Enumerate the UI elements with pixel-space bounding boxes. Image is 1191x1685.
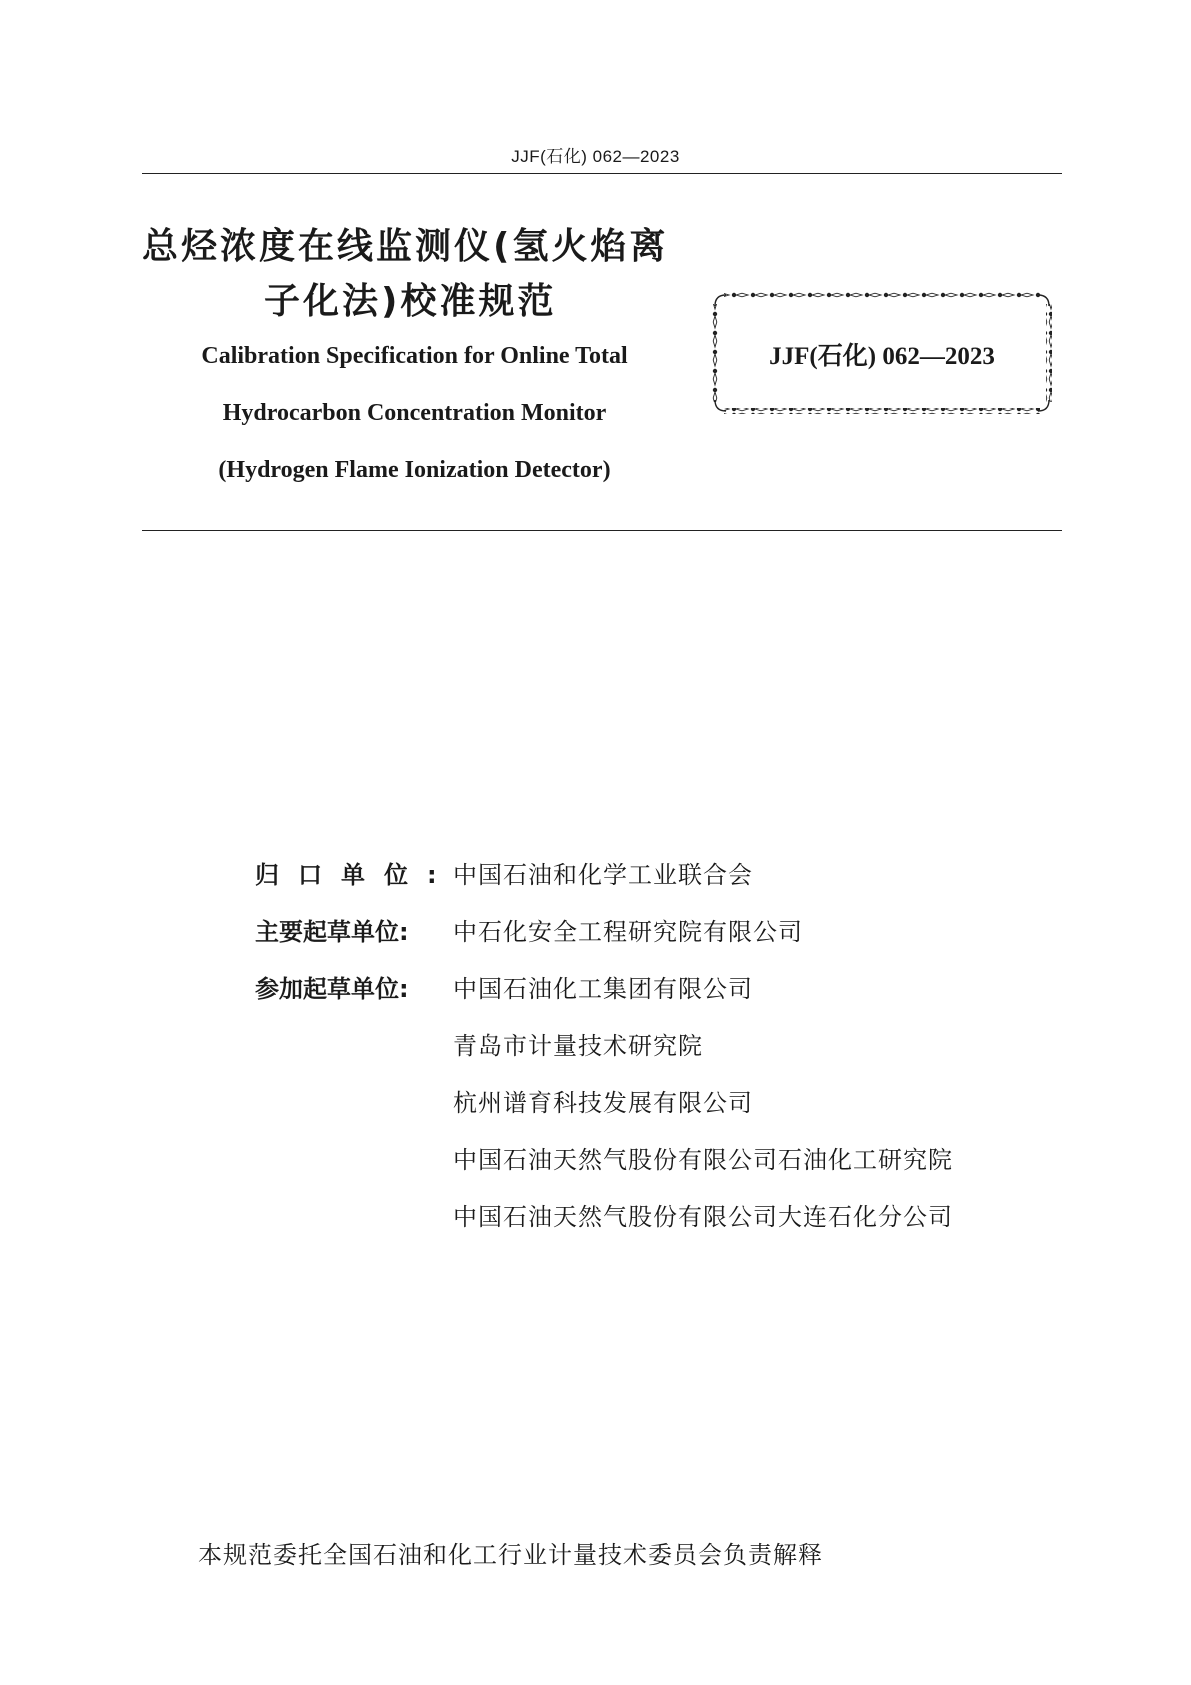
participating-drafter-row	[255, 969, 753, 1004]
english-title-line-1: Calibration Specification for Online Total	[201, 343, 628, 369]
participating-drafter-value: 中国石油天然气股份有限公司石油化工研究院	[453, 1146, 953, 1174]
standard-code: JJF(石化) 062—2023	[769, 343, 995, 370]
participating-drafter-value: 中国石油天然气股份有限公司大连石化分公司	[453, 1203, 953, 1231]
main-drafter-value: 中石化安全工程研究院有限公司	[453, 918, 803, 946]
main-drafter-row	[255, 912, 803, 947]
participating-drafter-label: 参加起草单位:	[255, 975, 409, 1003]
responsible-unit-row	[255, 855, 753, 890]
bottom-divider	[142, 530, 1062, 531]
chinese-title-line-1: 总烃浓度在线监测仪(氢火焰离	[142, 226, 669, 267]
responsible-unit-label: 归口单位:	[255, 861, 456, 889]
participating-drafter-value: 中国石油化工集团有限公司	[453, 975, 753, 1003]
chinese-title-line-2: 子化法)校准规范	[264, 281, 557, 322]
participating-drafter-value: 青岛市计量技术研究院	[453, 1032, 703, 1060]
interpretation-note: 本规范委托全国石油和化工行业计量技术委员会负责解释	[198, 1541, 823, 1569]
main-drafter-label: 主要起草单位:	[255, 918, 409, 946]
standard-code-box	[712, 292, 1052, 414]
english-title-line-3: (Hydrogen Flame Ionization Detector)	[218, 457, 611, 483]
top-divider	[142, 173, 1062, 174]
responsible-unit-value: 中国石油和化学工业联合会	[453, 861, 753, 889]
header-document-code: JJF(石化) 062—2023	[511, 147, 680, 166]
participating-drafter-value: 杭州谱育科技发展有限公司	[453, 1089, 753, 1117]
english-title-line-2: Hydrocarbon Concentration Monitor	[222, 400, 607, 426]
